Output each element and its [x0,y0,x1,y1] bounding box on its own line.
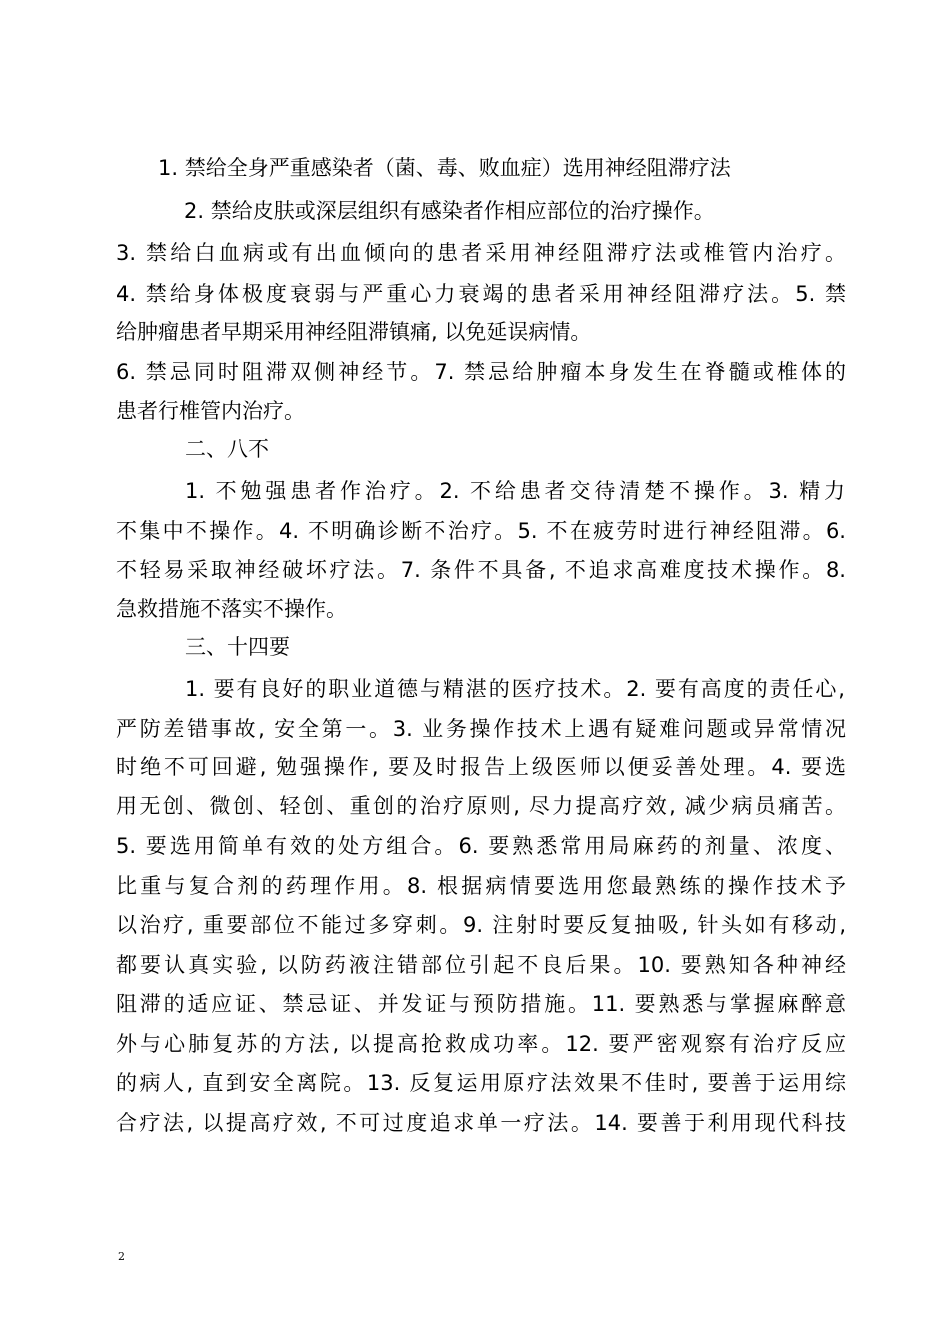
text-line: 1. 禁给全身严重感染者（菌、毒、败血症）选用神经阻滞疗法 [158,156,731,180]
text-line: 外与心肺复苏的方法, 以提高抢救成功率。12. 要严密观察有治疗反应 [116,1032,846,1056]
text-line: 1. 要有良好的职业道德与精湛的医疗技术。2. 要有高度的责任心, [185,677,845,701]
text-line: 时绝不可回避, 勉强操作, 要及时报告上级医师以便妥善处理。4. 要选 [116,755,846,779]
text-line: 合疗法, 以提高疗效, 不可过度追求单一疗法。14. 要善于利用现代科技 [116,1111,846,1135]
text-line: 急救措施不落实不操作。 [116,597,347,621]
text-line: 4. 禁给身体极度衰弱与严重心力衰竭的患者采用神经阻滞疗法。5. 禁 [116,282,846,306]
text-line: 阻滞的适应证、禁忌证、并发证与预防措施。11. 要熟悉与掌握麻醉意 [116,992,846,1016]
text-line: 3. 禁给白血病或有出血倾向的患者采用神经阻滞疗法或椎管内治疗。 [116,241,846,265]
text-line: 以治疗, 重要部位不能过多穿刺。9. 注射时要反复抽吸, 针头如有移动, [116,913,846,937]
text-line: 1. 不勉强患者作治疗。2. 不给患者交待清楚不操作。3. 精力 [185,479,845,503]
text-line: 2. 禁给皮肤或深层组织有感染者作相应部位的治疗操作。 [184,199,715,223]
text-line: 都要认真实验, 以防药液注错部位引起不良后果。10. 要熟知各种神经 [116,953,846,977]
text-line: 5. 要选用简单有效的处方组合。6. 要熟悉常用局麻药的剂量、浓度、 [116,834,846,858]
page-number: 2 [118,1250,125,1263]
section-heading: 三、十四要 [185,635,290,659]
text-line: 不集中不操作。4. 不明确诊断不治疗。5. 不在疲劳时进行神经阻滞。6. [116,519,846,543]
text-line: 的病人, 直到安全离院。13. 反复运用原疗法效果不佳时, 要善于运用综 [116,1071,846,1095]
text-line: 严防差错事故, 安全第一。3. 业务操作技术上遇有疑难问题或异常情况 [116,717,846,741]
text-line: 比重与复合剂的药理作用。8. 根据病情要选用您最熟练的操作技术予 [116,874,846,898]
text-line: 给肿瘤患者早期采用神经阻滞镇痛, 以免延误病情。 [116,320,592,344]
text-line: 6. 禁忌同时阻滞双侧神经节。7. 禁忌给肿瘤本身发生在脊髓或椎体的 [116,360,846,384]
text-line: 患者行椎管内治疗。 [116,399,305,423]
text-line: 不轻易采取神经破坏疗法。7. 条件不具备, 不追求高难度技术操作。8. [116,558,846,582]
section-heading: 二、八不 [185,437,269,461]
text-line: 用无创、微创、轻创、重创的治疗原则, 尽力提高疗效, 减少病员痛苦。 [116,794,846,818]
